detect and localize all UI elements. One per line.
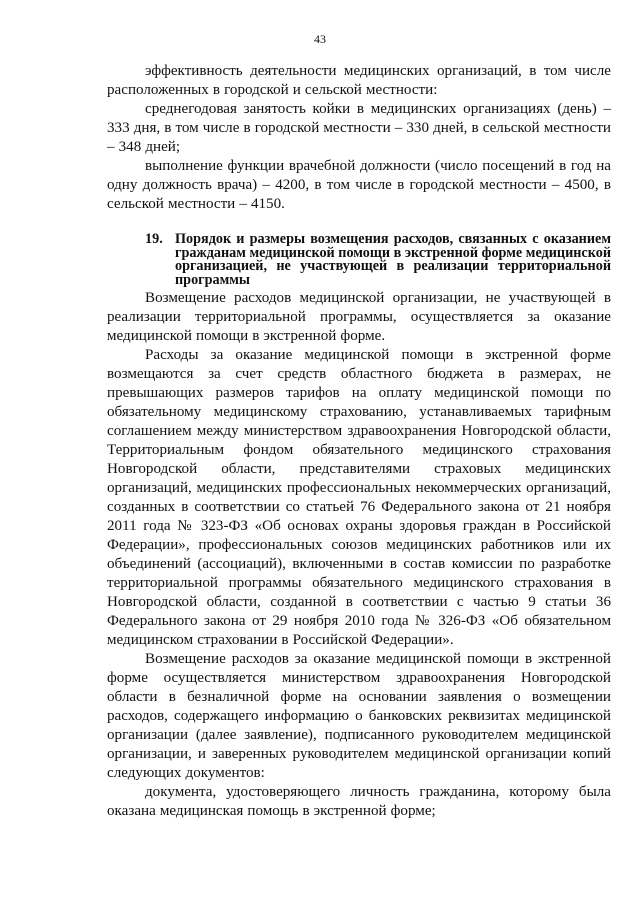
section-heading — [107, 233, 611, 287]
document-body — [107, 62, 611, 821]
section-number: 19. — [145, 231, 163, 247]
paragraph-reimbursement-procedure: Возмещение расходов за оказание медицинской помощи в экстренной форме осуществляется министерством здравоохранения Новгородской области в безналичной форме на основании заявления о возмещении расходов, содержащего информацию о банковских реквизитах медицинской организации (далее заявление), подписанного руководителем медицинской организации, и заверенных руководителем медицинской организации копий следующих документов: — [107, 651, 611, 781]
paragraph-bed-occupancy: среднегодовая занятость койки в медицинских организациях (день) – 333 дня, в том числе в городской местности – 330 дней, в сельской местности – 348 дней; — [107, 101, 611, 155]
paragraph-physician-function: выполнение функции врачебной должности (число посещений в год на одну должность врача) – 4200, в том числе в городской местности – 4500, в сельской местности – 4150. — [107, 158, 611, 212]
page-number: 43 — [314, 32, 326, 46]
paragraph-reimbursement-intro: Возмещение расходов медицинской организации, не участвующей в реализации территориальной программы, осуществляется за оказание медицинской помощи в экстренной форме. — [107, 290, 611, 344]
paragraph-identity-document: документа, удостоверяющего личность гражданина, которому была оказана медицинская помощь в экстренной форме; — [107, 784, 611, 819]
paragraph-reimbursement-funding: Расходы за оказание медицинской помощи в экстренной форме возмещаются за счет средств областного бюджета в размерах, не превышающих размеров тарифов на оплату медицинской помощи по обязательному медицинскому страхованию, устанавливаемых тарифным соглашением между министерством здравоохранения Новгородской области, Территориальным фондом обязательного медицинского страхования Новгородской области, представителями страховых медицинских организаций, медицинских профессиональных некоммерческих организаций, созданных в соответствии со статьей 76 Федерального закона от 21 ноября 2011 года № 323-ФЗ «Об основах охраны здоровья граждан в Российской Федерации», профессиональных союзов медицинских работников или их объединений (ассоциаций), включенными в состав комиссии по разработке территориальной программы обязательного медицинского страхования в Новгородской области, созданной в соответствии с частью 9 статьи 36 Федерального закона от 29 ноября 2010 года № 326-ФЗ «Об обязательном медицинском страховании в Российской Федерации». — [107, 347, 611, 648]
paragraph-efficiency: эффективность деятельности медицинских организаций, в том числе расположенных в городской и сельской местности: — [107, 63, 611, 98]
section-title: Порядок и размеры возмещения расходов, связанных с оказанием гражданам медицинской помощи в экстренной форме медицинской организацией, не участвующей в реализации территориальной программы — [175, 231, 611, 288]
